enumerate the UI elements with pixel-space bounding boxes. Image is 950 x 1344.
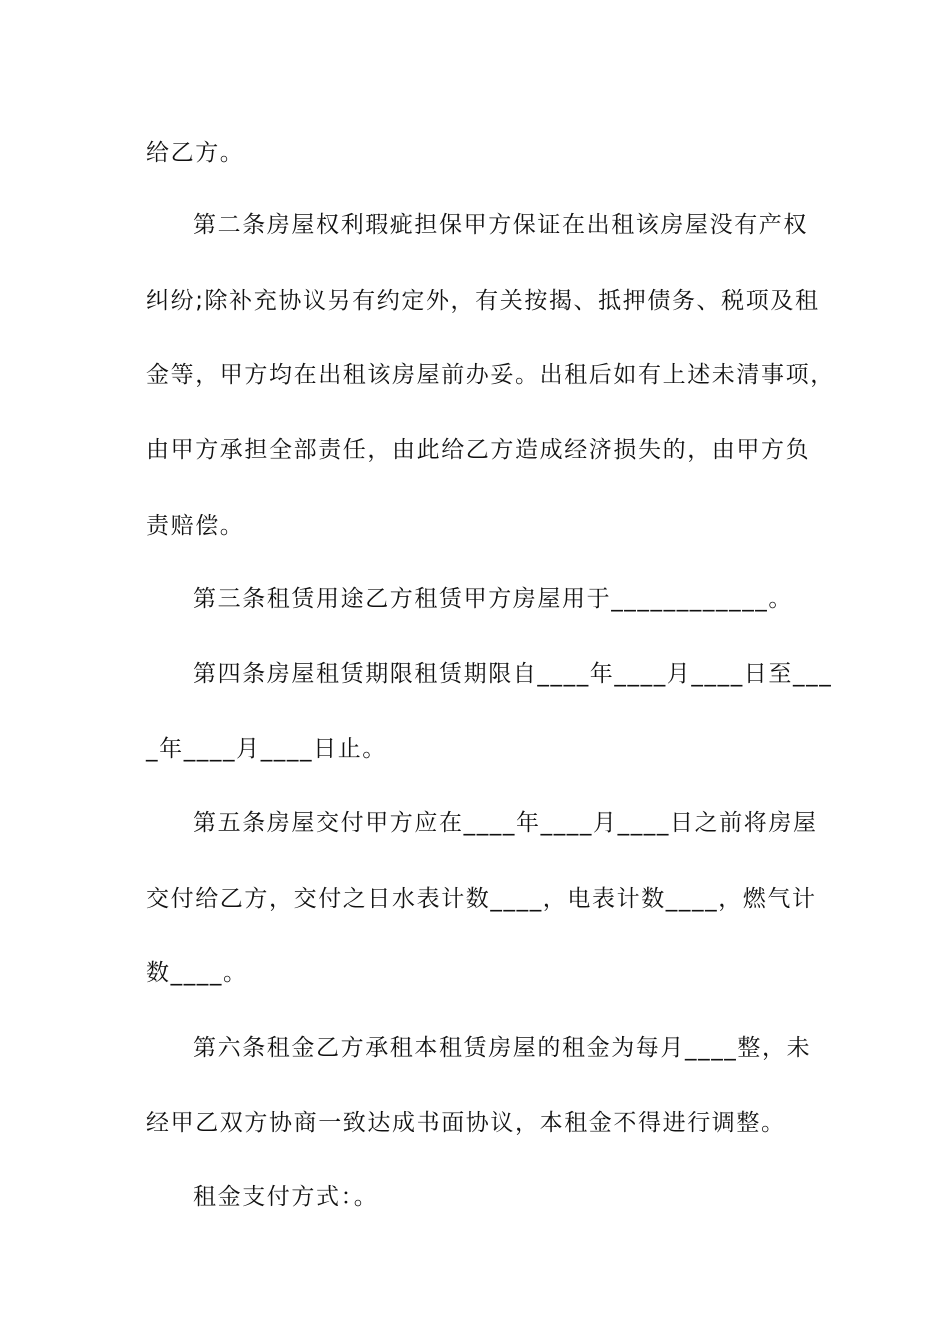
text-line: 责赔偿。 — [146, 513, 245, 539]
text-line: 第五条房屋交付甲方应在____年____月____日之前将房屋 — [193, 810, 818, 836]
text-line: 纠纷;除补充协议另有约定外，有关按揭、抵押债务、税项及租 — [146, 288, 820, 314]
text-line: 第六条租金乙方承租本租赁房屋的租金为每月____整，未 — [193, 1035, 812, 1061]
text-line: 经甲乙双方协商一致达成书面协议，本租金不得进行调整。 — [146, 1110, 786, 1136]
text-line: 租金支付方式：。 — [193, 1184, 379, 1210]
text-line: _年____月____日止。 — [146, 736, 387, 762]
text-line: 第二条房屋权利瑕疵担保甲方保证在出租该房屋没有产权 — [193, 212, 808, 238]
text-line: 给乙方。 — [146, 140, 245, 166]
text-line: 第三条租赁用途乙方租赁甲方房屋用于____________。 — [193, 586, 793, 612]
text-line: 数____。 — [146, 960, 248, 986]
text-line: 由甲方承担全部责任，由此给乙方造成经济损失的，由甲方负 — [146, 437, 811, 463]
text-line: 交付给乙方，交付之日水表计数____，电表计数____，燃气计 — [146, 886, 817, 912]
text-line: 金等，甲方均在出租该房屋前办妥。出租后如有上述未清事项， — [146, 362, 835, 388]
text-line: 第四条房屋租赁期限租赁期限自____年____月____日至___ — [193, 661, 833, 687]
